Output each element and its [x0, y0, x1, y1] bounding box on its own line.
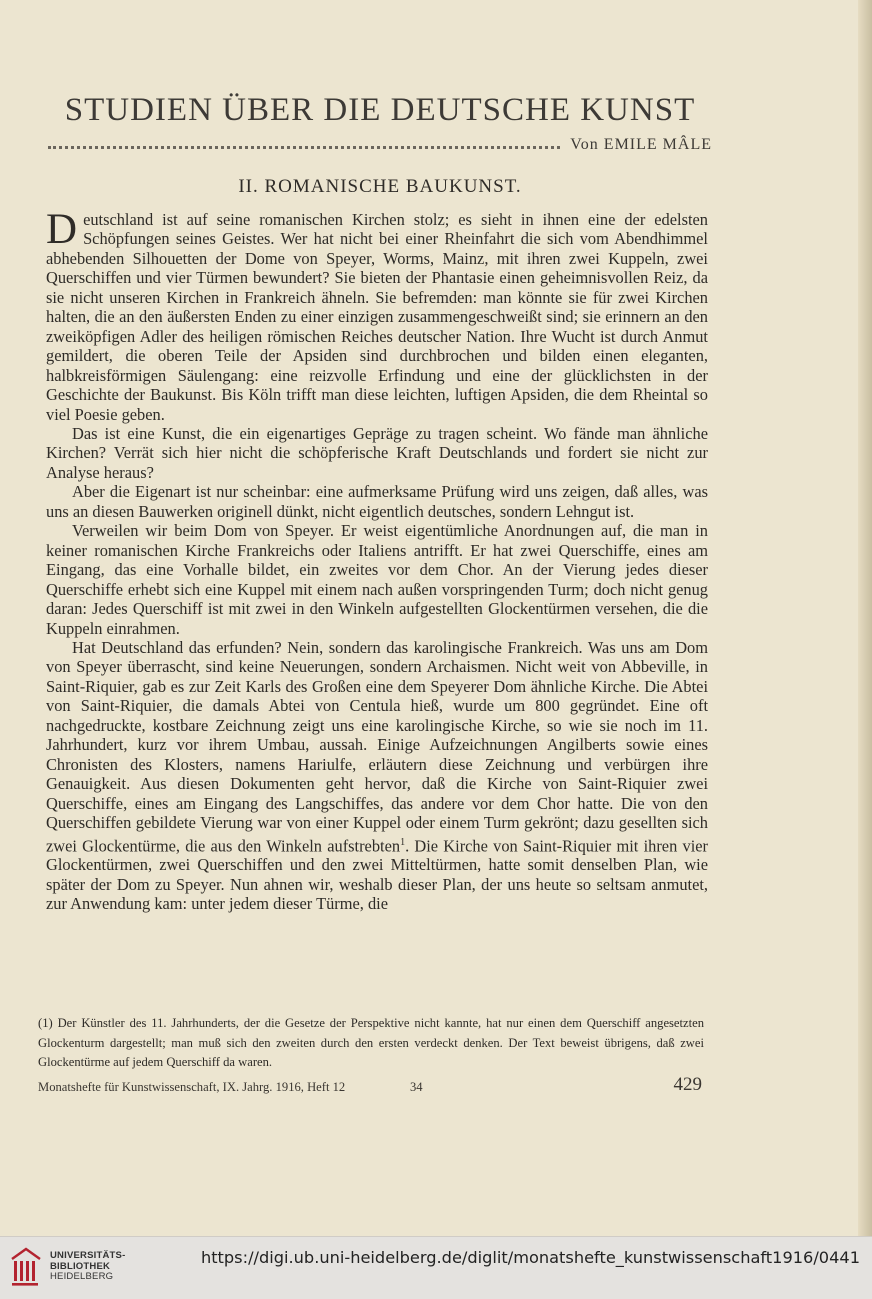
- page-footer: [38, 1074, 706, 1098]
- dotted-leader: [48, 146, 560, 149]
- paragraph-3: Aber die Eigenart ist nur scheinbar: eine aufmerksame Prüfung wird uns zeigen, daß alles, was uns an diesen Bauwerken originell dünkt, nicht eigentlich deutsches, sondern Lehngut ist.: [46, 482, 708, 521]
- paragraph-5-text-b: . Die Kirche von Saint-Riquier mit ihren vier Glockentürmen, zwei Querschiffen und den zwei Mitteltürmen, hatte somit denselben Plan, wie später der Dom zu Speyer. Nun ahnen wir, weshalb dieser Plan, der uns heute so seltsam anmutet, zur Anwendung kam: unter jedem dieser Türme, die: [46, 835, 708, 914]
- paragraph-5: [46, 638, 708, 914]
- page-edge: [858, 0, 872, 1236]
- footnote-marker[interactable]: 1: [400, 836, 406, 848]
- library-name-line-1: UNIVERSITÄTS-: [50, 1250, 126, 1262]
- drop-cap: D: [46, 206, 78, 253]
- library-name: [50, 1251, 125, 1283]
- section-heading: II. ROMANISCHE BAUKUNST.: [238, 176, 522, 197]
- journal-reference: Monatshefte für Kunstwissenschaft, IX. Jahrg. 1916, Heft 12: [38, 1080, 346, 1094]
- library-logo-icon: [10, 1247, 42, 1287]
- paragraph-4: Verweilen wir beim Dom von Speyer. Er weist eigentümliche Anordnungen auf, die man in keiner romanischen Kirche Frankreichs oder Italiens antrifft. Er hat zwei Querschiffe, eines am Eingang, das eine Vorhalle bildet, ein zweites vor dem Chor. An der Vierung jedes dieser Querschiffe erhebt sich eine Kuppel mit einem nach außen vorspringenden Turm; doch nicht genug daran: Jedes Querschiff ist mit zwei in den Winkeln aufgestellten Glockentürmen versehen, die die Kuppeln einrahmen.: [46, 521, 708, 638]
- page-number: 429: [673, 1074, 702, 1095]
- paragraph-2: Das ist eine Kunst, die ein eigenartiges Gepräge zu tragen scheint. Wo fände man ähnliche Kirchen? Verrät sich hier nicht die schöpferische Kraft Deutschlands und fordert sie nicht zur Analyse heraus?: [46, 423, 708, 482]
- library-bar: [0, 1236, 872, 1299]
- article-title: STUDIEN ÜBER DIE DEUTSCHE KUNST: [64, 92, 696, 128]
- byline: [48, 134, 712, 154]
- article-body: [46, 206, 708, 914]
- footnote: (1) Der Künstler des 11. Jahrhunderts, der die Gesetze der Perspektive nicht kannte, hat nur einen dem Querschiff angesetzten Glockenturm dargestellt; man muß sich den zweiten durch den ersten verdeckt denken. Der Text beweist übrigens, daß zwei Glockentürme auf jedem Querschiff da waren.: [38, 1016, 704, 1069]
- source-url[interactable]: https://digi.ub.uni-heidelberg.de/diglit/monatshefte_kunstwissenschaft1916/0441: [200, 1248, 860, 1267]
- library-name-line-2: BIBLIOTHEK: [50, 1260, 111, 1272]
- library-logo[interactable]: [10, 1247, 125, 1287]
- library-name-line-3: HEIDELBERG: [50, 1271, 114, 1283]
- author-name: Von EMILE MÂLE: [570, 136, 712, 153]
- printer-signature: 34: [410, 1080, 423, 1094]
- paragraph-1-text: eutschland ist auf seine romanischen Kirchen stolz; es sieht in ihnen eine der edelsten Schöpfungen seines Geistes. Wer hat nicht bei einer Rheinfahrt die sich vom Abendhimmel abhebenden Silhouetten der Dome von Speyer, Worms, Mainz, mit ihren zwei Kuppeln, zwei Querschiffen und vier Türmen bewundert? Sie bieten der Phantasie einen geheimnisvollen Reiz, da sie nicht unseren Kirchen in Frankreich ähneln. Sie befremden: man könnte sie für zwei Kirchen halten, die an den äußersten Enden zu einer einzigen zusammengeschweißt sind; sie erinnern an den zweiköpfigen Adler des heiligen römischen Reiches deutscher Nation. Ihre Wucht ist durch Anmut gemildert, die oberen Teile der Apsiden sind durchbrochen und bilden einen eleganten, halbkreisförmigen Säulengang: eine reizvolle Erfindung und eine der glücklichsten in der Geschichte der Baukunst. Bis Köln trifft man diese leichten, luftigen Apsiden, die dem Rheintal so viel Poesie geben.: [46, 210, 708, 424]
- paragraph-1: [46, 206, 708, 424]
- paragraph-5-text-a: Hat Deutschland das erfunden? Nein, sondern das karolingische Frankreich. Was uns am Dom von Speyer überrascht, sind keine Neuerungen, sondern Archaismen. Nicht weit von Abbeville, in Saint-Riquier, gab es zur Zeit Karls des Großen eine dem Speyerer Dom ähnliche Kirche. Die Abtei von Saint-Riquier, die damals Abtei von Centula hieß, wurde um 800 gegründet. Eine oft nachgedruckte, kostbare Zeichnung zeigt uns eine karolingische Kirche, so wie sie noch im 11. Jahrhundert, kurz vor ihrem Umbau, aussah. Einige Aufzeichnungen Angilberts sowie eines Chronisten des Klosters, namens Hariulfe, erläutern diese Zeichnung und verbürgen ihre Genauigkeit. Aus diesen Dokumenten geht hervor, daß die Kirche von Saint-Riquier zwei Querschiffe, eines am Eingang des Langschiffes, das andere vor dem Chor hatte. Die von den Querschiffen gebildete Vierung war von einer Kuppel oder einem Turm gekrönt; dazu gesellten sich zwei Glockentürme, die aus den Winkeln aufstrebten: [46, 637, 708, 855]
